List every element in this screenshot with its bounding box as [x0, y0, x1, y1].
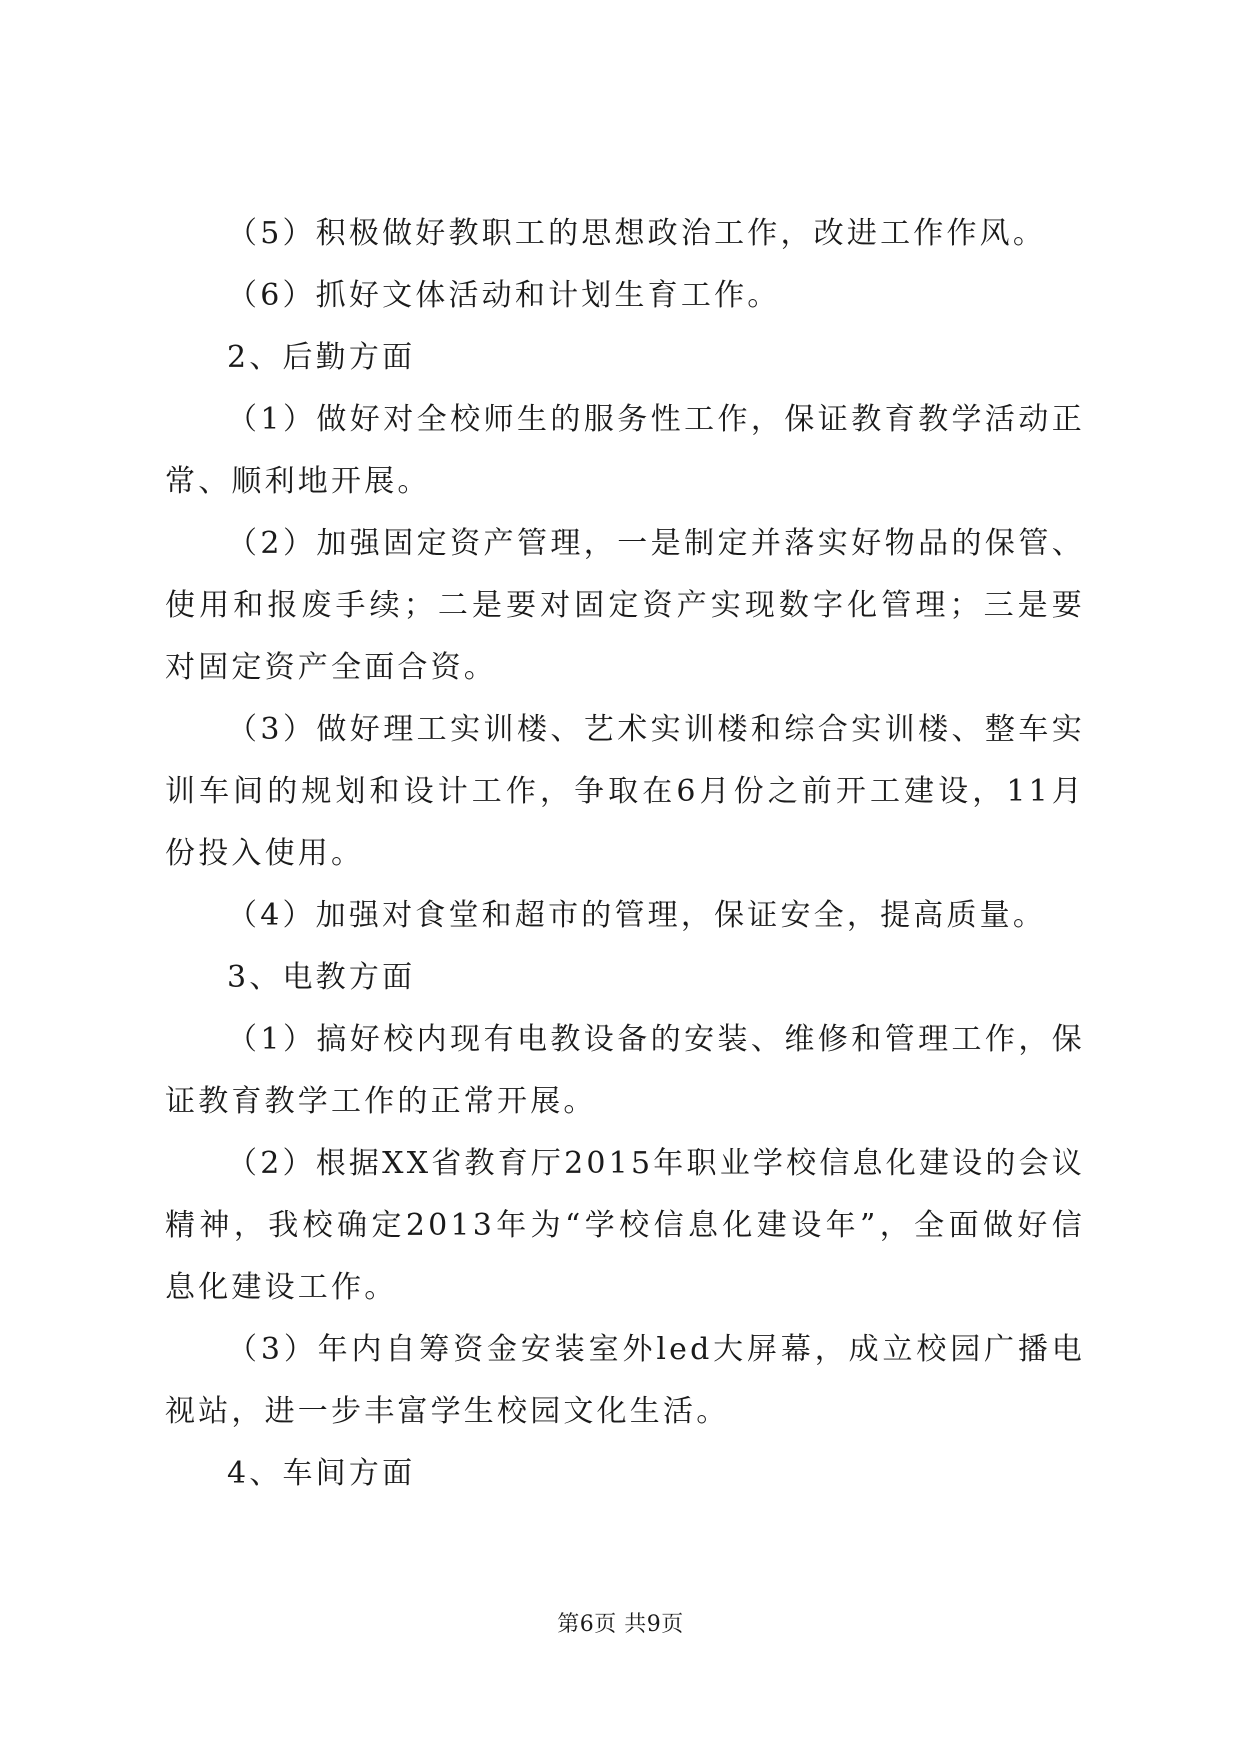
paragraph-informatization: （2）根据XX省教育厅2015年职业学校信息化建设的会议精神，我校确定2013年为“学校信息化建设年”，全面做好信息化建设工作。	[165, 1146, 1085, 1305]
paragraph-equipment: （1）搞好校内现有电教设备的安装、维修和管理工作，保证教育教学工作的正常开展。	[165, 1022, 1085, 1119]
paragraph-led-screen: （3）年内自筹资金安装室外led大屏幕，成立校园广播电视站，进一步丰富学生校园文化生活。	[165, 1332, 1085, 1429]
section-heading-audiovisual: 3、电教方面	[227, 960, 416, 995]
page-number-footer: 第6页 共9页	[557, 1612, 684, 1637]
section-heading-logistics: 2、后勤方面	[227, 340, 416, 375]
document-body	[165, 203, 1085, 1505]
paragraph-party-work: （5）积极做好教职工的思想政治工作，改进工作作风。	[227, 216, 1047, 251]
paragraph-fixed-assets: （2）加强固定资产管理，一是制定并落实好物品的保管、使用和报废手续；二是要对固定资产实现数字化管理；三是要对固定资产全面合资。	[165, 526, 1085, 685]
paragraph-culture-sports: （6）抓好文体活动和计划生育工作。	[227, 278, 781, 313]
section-heading-workshop: 4、车间方面	[227, 1456, 416, 1491]
paragraph-service-work: （1）做好对全校师生的服务性工作，保证教育教学活动正常、顺利地开展。	[165, 402, 1085, 499]
paragraph-canteen: （4）加强对食堂和超市的管理，保证安全，提高质量。	[227, 898, 1047, 933]
paragraph-training-buildings: （3）做好理工实训楼、艺术实训楼和综合实训楼、整车实训车间的规划和设计工作，争取在6月份之前开工建设，11月份投入使用。	[165, 712, 1085, 871]
